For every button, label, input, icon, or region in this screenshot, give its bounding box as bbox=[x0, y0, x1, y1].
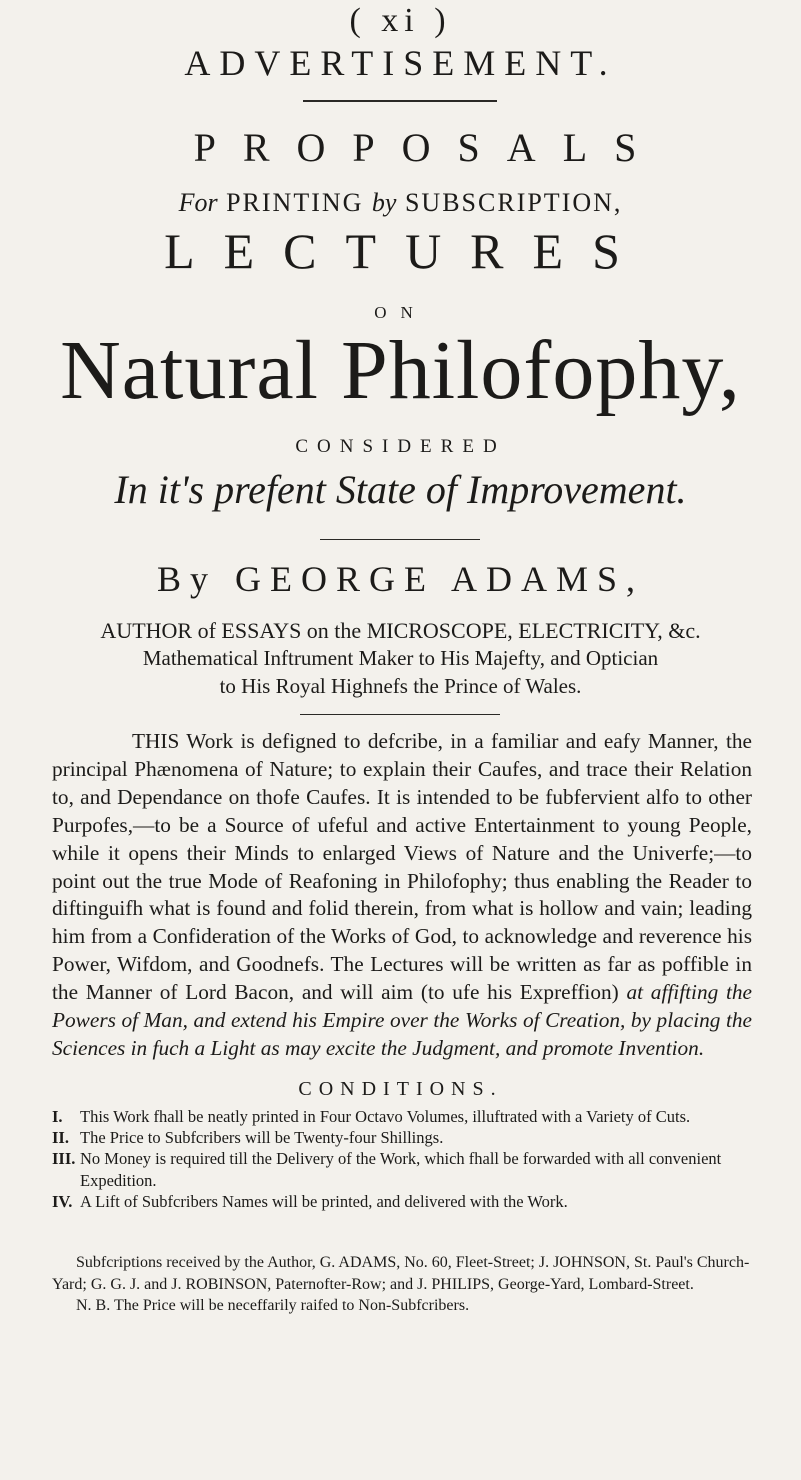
instrument-maker-line: Mathematical Inftrument Maker to His Majefty, and Optician bbox=[142, 646, 659, 670]
conditions-heading: CONDITIONS. bbox=[298, 1078, 503, 1100]
description-italic-text: at affifting the Powers of Man, and extend his Empire over the Works of Creation, by placing the Sciences in fuch a Light as may excite the Judgment, and promote Invention. bbox=[52, 980, 752, 1060]
byline-rule bbox=[320, 539, 480, 540]
subscription-agents: Subfcriptions received by the Author, G. ADAMS, No. 60, Fleet-Street; J. JOHNSON, St. Paul's Church-Yard; G. G. J. and J. ROBINSON, Paternofter-Row; and J. PHILIPS, George-Yard, Lombard-Street. bbox=[52, 1254, 750, 1293]
for-word: For bbox=[178, 188, 218, 217]
advertisement-heading: ADVERTISEMENT. bbox=[184, 43, 617, 83]
condition-number: I. bbox=[52, 1107, 63, 1126]
condition-number: IV. bbox=[52, 1191, 73, 1211]
nota-bene-note: N. B. The Price will be neceffarily raifed to Non-Subfcribers. bbox=[76, 1297, 470, 1314]
considered-word: CONSIDERED bbox=[295, 436, 506, 457]
lectures-heading: LECTURES bbox=[164, 223, 649, 279]
on-word: ON bbox=[374, 303, 427, 322]
condition-item bbox=[52, 1148, 752, 1190]
state-of-improvement-line: In it's prefent State of Improvement. bbox=[114, 467, 687, 512]
printing-word: PRINTING bbox=[226, 188, 364, 217]
proposals-heading: PROPOSALS bbox=[193, 125, 664, 170]
heading-rule bbox=[303, 100, 497, 102]
condition-item bbox=[52, 1191, 752, 1212]
description-paragraph bbox=[52, 728, 752, 1063]
book-title: Natural Philofophy, bbox=[60, 324, 741, 417]
author-credentials: AUTHOR of ESSAYS on the MICROSCOPE, ELECTRICITY, &c. bbox=[100, 618, 701, 643]
section-rule bbox=[300, 714, 500, 715]
optician-line: to His Royal Highnefs the Prince of Wales. bbox=[219, 674, 582, 698]
condition-text: No Money is required till the Delivery of the Work, which fhall be forwarded with all convenient Expedition. bbox=[80, 1149, 722, 1190]
condition-text: The Price to Subfcribers will be Twenty-four Shillings. bbox=[80, 1128, 444, 1148]
subscription-word: SUBSCRIPTION, bbox=[404, 188, 623, 217]
author-byline: By GEORGE ADAMS, bbox=[156, 559, 645, 599]
for-printing-line bbox=[0, 188, 801, 218]
condition-text: A Lift of Subfcribers Names will be printed, and delivered with the Work. bbox=[80, 1191, 568, 1211]
condition-item bbox=[52, 1127, 752, 1148]
condition-item bbox=[52, 1106, 752, 1127]
by-word: by bbox=[371, 188, 397, 217]
condition-number: II. bbox=[52, 1128, 69, 1148]
page-number: ( xi ) bbox=[349, 2, 452, 39]
condition-number: III. bbox=[52, 1149, 76, 1169]
subscription-info bbox=[52, 1252, 752, 1317]
condition-text: This Work fhall be neatly printed in Four Octavo Volumes, illuftrated with a Variety of Cuts. bbox=[80, 1107, 691, 1126]
description-text: THIS Work is defigned to defcribe, in a familiar and eafy Manner, the principal Phænomena of Nature; to explain their Caufes, and trace their Relation to, and Dependance on thofe Caufes. It is intended to be fubfervient alfo to other Purpofes,—to be a Source of ufeful and active Entertainment to young People, while it opens their Minds to enlarged Views of Nature and the Univerfe;—to point out the true Mode of Reafoning in Philofophy; thus enabling the Reader to diftinguifh what is found and folid therein, from what is hollow and vain; leading him from a Confideration of the Works of God, to acknowledge and reverence his Power, Wifdom, and Goodnefs. The Lectures will be written as far as poffible in the Manner of Lord Bacon, and will aim (to ufe his Expreffion) bbox=[52, 729, 752, 1005]
conditions-list bbox=[52, 1106, 752, 1212]
